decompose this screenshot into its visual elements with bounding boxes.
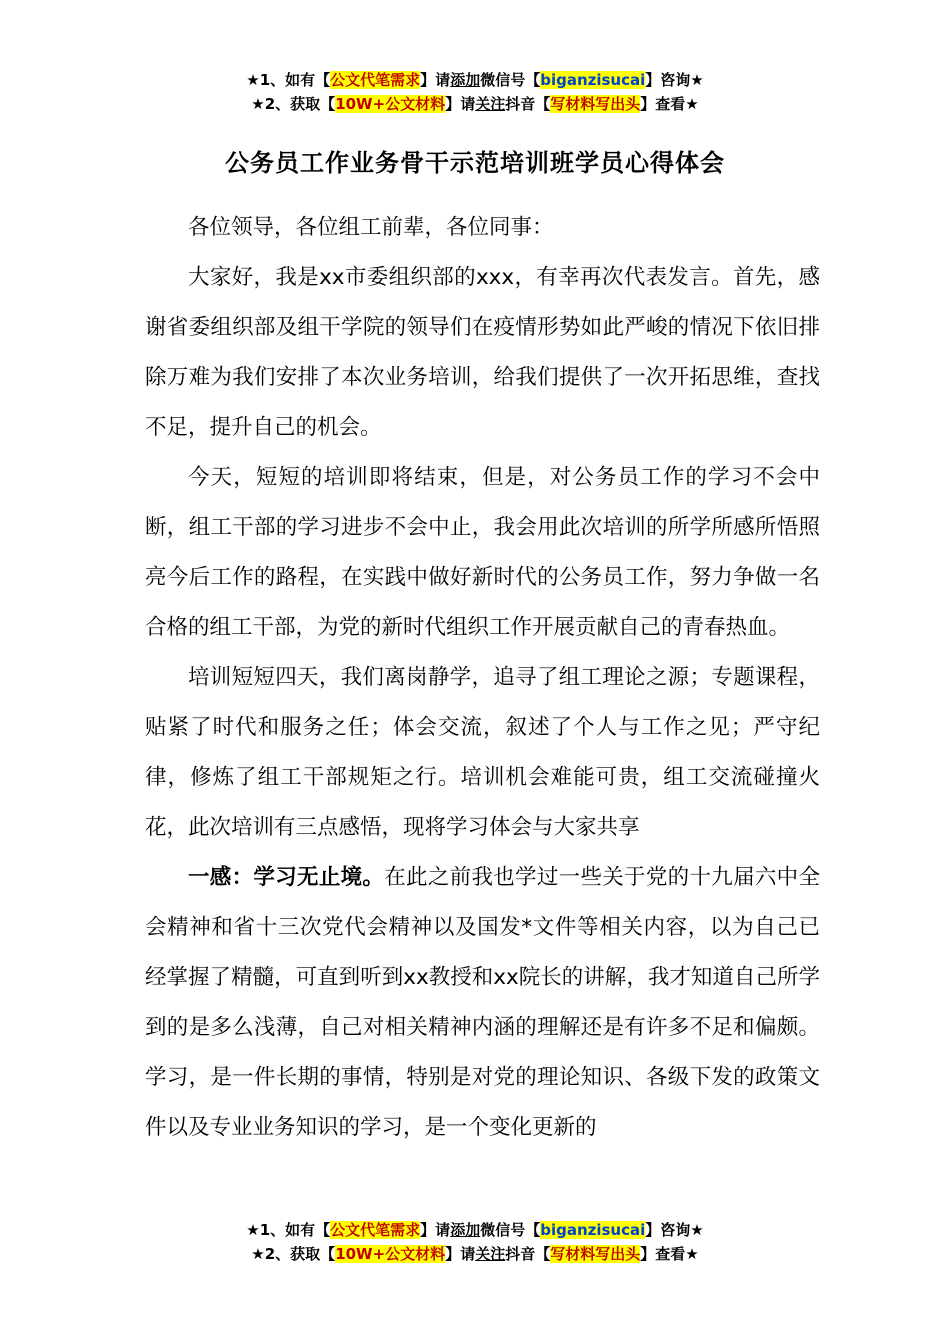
banner-highlight: 10W+公文材料 [335, 1245, 446, 1263]
banner-text: 】请 [445, 1245, 476, 1263]
banner-highlight: 写材料写出头 [550, 95, 641, 113]
banner-text: 微信号【 [480, 71, 541, 89]
banner-wechat-id: biganzisucai [540, 1221, 646, 1239]
banner-underline: 关注 [475, 95, 506, 113]
banner-text: 】请 [420, 71, 451, 89]
bottom-banner [0, 1218, 950, 1266]
banner-line-1 [0, 1218, 950, 1242]
banner-wechat-id: biganzisucai [540, 71, 646, 89]
paragraph-3: 培训短短四天，我们离岗静学，追寻了组工理论之源；专题课程，贴紧了时代和服务之任；体会交流，叙述了个人与工作之见；严守纪律，修炼了组工干部规矩之行。培训机会难能可贵，组工交流碰撞火花，此次培训有三点感悟，现将学习体会与大家共享 [145, 665, 820, 840]
banner-text: 】咨询★ [645, 71, 704, 89]
paragraph-4-text: 在此之前我也学过一些关于党的十九届六中全会精神和省十三次党代会精神以及国发*文件等相关内容，以为自己已经掌握了精髓，可直到听到xx教授和xx院长的讲解，我才知道自己所学到的是多么浅薄，自己对相关精神内涵的理解还是有许多不足和偏颇。学习，是一件长期的事情，特别是对党的理论知识、各级下发的政策文件以及专业业务知识的学习，是一个变化更新的 [145, 865, 820, 1140]
banner-line-2 [0, 92, 950, 116]
paragraph-4-lead: 一感：学习无止境。 [188, 865, 385, 890]
document-title: 公务员工作业务骨干示范培训班学员心得体会 [225, 149, 725, 177]
banner-highlight: 公文代笔需求 [330, 1221, 421, 1239]
banner-underline: 添加 [450, 1221, 481, 1239]
banner-underline: 添加 [450, 71, 481, 89]
banner-line-2 [0, 1242, 950, 1266]
paragraph-1: 大家好，我是xx市委组织部的xxx，有幸再次代表发言。首先，感谢省委组织部及组干学院的领导们在疫情形势如此严峻的情况下依旧排除万难为我们安排了本次业务培训，给我们提供了一次开拓思维，查找不足，提升自己的机会。 [145, 265, 820, 440]
banner-text: 】请 [445, 95, 476, 113]
document-body [145, 203, 820, 1153]
salutation: 各位领导，各位组工前辈，各位同事： [188, 215, 554, 240]
banner-text: 抖音【 [505, 1245, 551, 1263]
banner-text: 微信号【 [480, 1221, 541, 1239]
banner-highlight: 公文代笔需求 [330, 71, 421, 89]
banner-text: 抖音【 [505, 95, 551, 113]
banner-text: 】请 [420, 1221, 451, 1239]
top-banner [0, 68, 950, 116]
banner-text: ★1、如有【 [246, 1221, 331, 1239]
banner-underline: 关注 [475, 1245, 506, 1263]
banner-highlight: 10W+公文材料 [335, 95, 446, 113]
banner-line-1 [0, 68, 950, 92]
paragraph-4 [145, 853, 820, 1153]
banner-text: 】咨询★ [645, 1221, 704, 1239]
banner-text: ★2、获取【 [251, 95, 336, 113]
banner-highlight: 写材料写出头 [550, 1245, 641, 1263]
banner-text: 】查看★ [640, 1245, 699, 1263]
banner-text: ★1、如有【 [246, 71, 331, 89]
banner-text: ★2、获取【 [251, 1245, 336, 1263]
paragraph-2: 今天，短短的培训即将结束，但是，对公务员工作的学习不会中断，组工干部的学习进步不会中止，我会用此次培训的所学所感所悟照亮今后工作的路程，在实践中做好新时代的公务员工作，努力争做一名合格的组工干部，为党的新时代组织工作开展贡献自己的青春热血。 [145, 465, 820, 640]
banner-text: 】查看★ [640, 95, 699, 113]
